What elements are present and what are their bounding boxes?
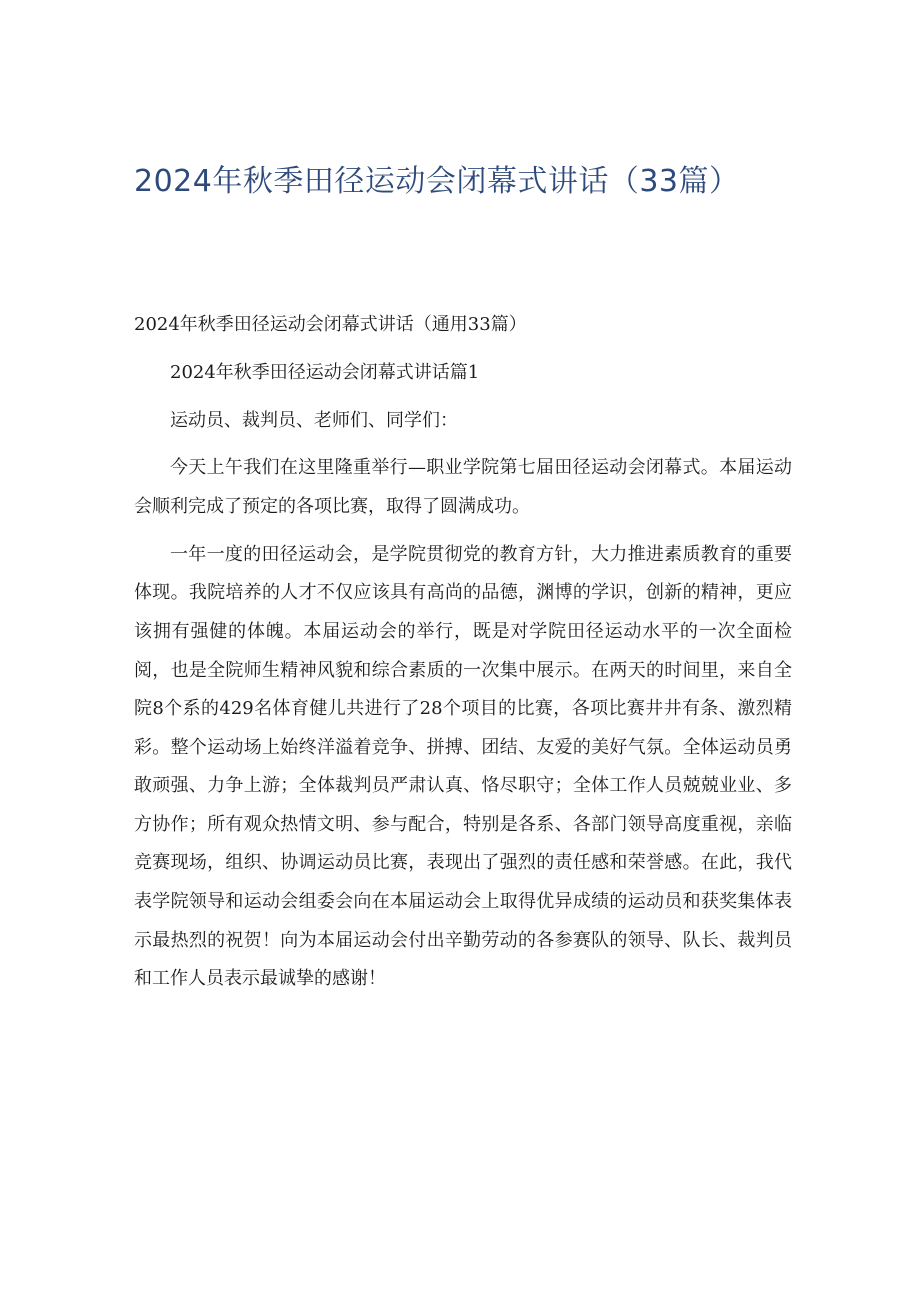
document-subtitle: 2024年秋季田径运动会闭幕式讲话（通用33篇） <box>134 314 527 335</box>
document-title: 2024年秋季田径运动会闭幕式讲话（33篇） <box>134 164 740 199</box>
paragraph: 今天上午我们在这里隆重举行—职业学院第七届田径运动会闭幕式。本届运动会顺利完成了预定的各项比赛，取得了圆满成功。 <box>134 457 792 517</box>
document-body <box>134 306 792 1008</box>
salutation: 运动员、裁判员、老师们、同学们： <box>170 409 458 431</box>
section-title: 2024年秋季田径运动会闭幕式讲话篇1 <box>170 361 480 383</box>
paragraph: 一年一度的田径运动会，是学院贯彻党的教育方针，大力推进素质教育的重要体现。我院培养的人才不仅应该具有高尚的品德，渊博的学识，创新的精神，更应该拥有强健的体魄。本届运动会的举行，既是对学院田径运动水平的一次全面检阅，也是全院师生精神风貌和综合素质的一次集中展示。在两天的时间里，来自全院8个系的429名体育健儿共进行了28个项目的比赛，各项比赛井井有条、激烈精彩。整个运动场上始终洋溢着竞争、拼搏、团结、友爱的美好气氛。全体运动员勇敢顽强、力争上游；全体裁判员严肃认真、恪尽职守；全体工作人员兢兢业业、多方协作；所有观众热情文明、参与配合，特别是各系、各部门领导高度重视，亲临竞赛现场，组织、协调运动员比赛，表现出了强烈的责任感和荣誉感。在此，我代表学院领导和运动会组委会向在本届运动会上取得优异成绩的运动员和获奖集体表示最热烈的祝贺！向为本届运动会付出辛勤劳动的各参赛队的领导、队长、裁判员和工作人员表示最诚挚的感谢！ <box>134 543 792 990</box>
